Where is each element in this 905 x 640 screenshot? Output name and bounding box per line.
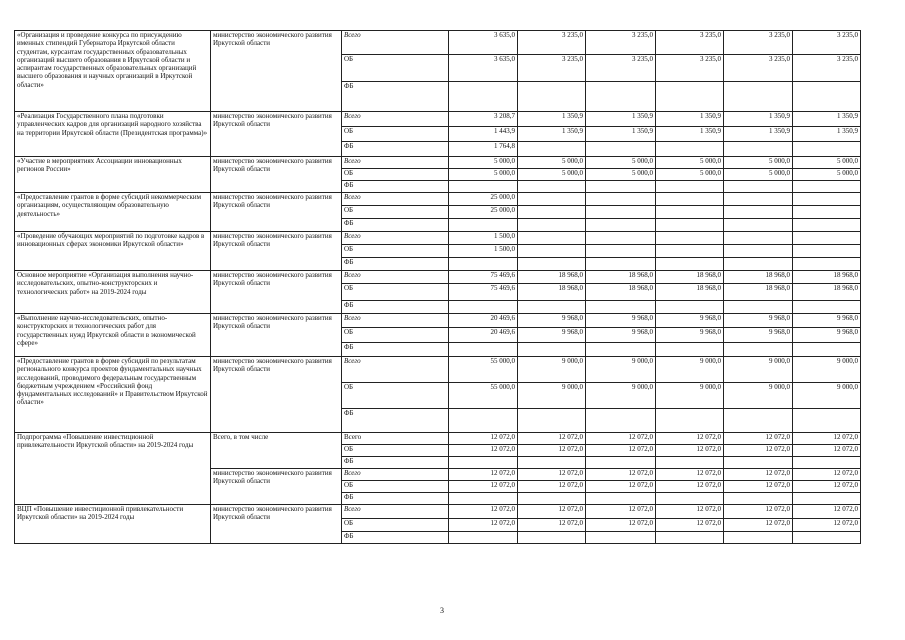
value-cell bbox=[793, 82, 861, 112]
executor: министерство экономического развития Иркутской области bbox=[211, 357, 342, 433]
value-cell bbox=[586, 301, 656, 314]
table-row bbox=[15, 505, 861, 519]
value-cell bbox=[656, 245, 724, 258]
value-cell bbox=[724, 82, 793, 112]
value-cell: 9 968,0 bbox=[656, 328, 724, 343]
value-cell bbox=[656, 457, 724, 469]
value-cell: 9 000,0 bbox=[656, 357, 724, 383]
executor: министерство экономического развития Иркутской области bbox=[211, 112, 342, 157]
value-cell: 9 968,0 bbox=[656, 314, 724, 328]
value-cell: 9 000,0 bbox=[656, 383, 724, 409]
value-cell: 12 072,0 bbox=[793, 519, 861, 532]
source-label: ОБ bbox=[342, 519, 449, 532]
value-cell: 9 968,0 bbox=[586, 328, 656, 343]
value-cell: 12 072,0 bbox=[586, 519, 656, 532]
value-cell: 12 072,0 bbox=[793, 445, 861, 457]
value-cell bbox=[518, 409, 586, 433]
source-label: Всего bbox=[342, 357, 449, 383]
value-cell: 9 968,0 bbox=[724, 328, 793, 343]
source-label: Всего bbox=[342, 232, 449, 245]
table-row bbox=[15, 31, 861, 55]
value-cell: 5 000,0 bbox=[793, 157, 861, 169]
source-label: ФБ bbox=[342, 142, 449, 157]
value-cell bbox=[518, 532, 586, 544]
table-row bbox=[15, 157, 861, 169]
value-cell bbox=[656, 142, 724, 157]
value-cell bbox=[586, 245, 656, 258]
value-cell bbox=[449, 532, 518, 544]
value-cell bbox=[586, 206, 656, 219]
value-cell bbox=[724, 232, 793, 245]
value-cell: 55 000,0 bbox=[449, 383, 518, 409]
value-cell: 18 968,0 bbox=[793, 284, 861, 301]
value-cell: 9 968,0 bbox=[793, 314, 861, 328]
value-cell bbox=[656, 232, 724, 245]
value-cell: 12 072,0 bbox=[656, 505, 724, 519]
value-cell: 18 968,0 bbox=[793, 271, 861, 284]
value-cell: 12 072,0 bbox=[586, 481, 656, 493]
source-label: ОБ bbox=[342, 127, 449, 142]
value-cell bbox=[793, 301, 861, 314]
value-cell bbox=[656, 181, 724, 193]
value-cell bbox=[656, 493, 724, 505]
value-cell bbox=[586, 232, 656, 245]
value-cell: 12 072,0 bbox=[449, 469, 518, 481]
executor: министерство экономического развития Иркутской области bbox=[211, 505, 342, 544]
value-cell bbox=[793, 232, 861, 245]
value-cell: 9 968,0 bbox=[724, 314, 793, 328]
source-label: ФБ bbox=[342, 301, 449, 314]
value-cell bbox=[449, 181, 518, 193]
value-cell bbox=[793, 219, 861, 232]
value-cell: 1 350,9 bbox=[793, 112, 861, 127]
value-cell: 12 072,0 bbox=[449, 519, 518, 532]
value-cell: 3 235,0 bbox=[586, 55, 656, 82]
value-cell bbox=[518, 82, 586, 112]
value-cell bbox=[586, 493, 656, 505]
value-cell: 75 469,6 bbox=[449, 284, 518, 301]
value-cell bbox=[518, 142, 586, 157]
source-label: ФБ bbox=[342, 493, 449, 505]
source-label: ОБ bbox=[342, 284, 449, 301]
value-cell: 18 968,0 bbox=[586, 284, 656, 301]
value-cell: 3 208,7 bbox=[449, 112, 518, 127]
value-cell: 5 000,0 bbox=[449, 157, 518, 169]
value-cell bbox=[449, 219, 518, 232]
value-cell: 12 072,0 bbox=[518, 519, 586, 532]
value-cell: 12 072,0 bbox=[724, 469, 793, 481]
value-cell bbox=[793, 409, 861, 433]
value-cell bbox=[449, 82, 518, 112]
value-cell: 9 968,0 bbox=[518, 328, 586, 343]
value-cell bbox=[586, 409, 656, 433]
source-label: Всего bbox=[342, 112, 449, 127]
value-cell: 12 072,0 bbox=[656, 445, 724, 457]
value-cell: 3 235,0 bbox=[586, 31, 656, 55]
value-cell bbox=[586, 258, 656, 271]
value-cell bbox=[793, 142, 861, 157]
value-cell: 1 500,0 bbox=[449, 245, 518, 258]
value-cell bbox=[724, 301, 793, 314]
value-cell bbox=[449, 457, 518, 469]
value-cell: 12 072,0 bbox=[724, 519, 793, 532]
value-cell: 18 968,0 bbox=[724, 271, 793, 284]
value-cell: 18 968,0 bbox=[656, 271, 724, 284]
source-label: ОБ bbox=[342, 383, 449, 409]
value-cell: 9 000,0 bbox=[586, 383, 656, 409]
value-cell: 12 072,0 bbox=[586, 505, 656, 519]
value-cell: 18 968,0 bbox=[518, 271, 586, 284]
value-cell: 5 000,0 bbox=[586, 157, 656, 169]
value-cell: 9 000,0 bbox=[724, 357, 793, 383]
source-label: ФБ bbox=[342, 82, 449, 112]
program-name: «Предоставление грантов в форме субсидий по результатам регионального конкурса проектов фундаментальных научных исследований, проводимого федеральным государственным бюджетным учреждением «Российский фонд фундаментальных исследований» и Правительством Иркутской области» bbox=[15, 357, 211, 433]
value-cell bbox=[656, 409, 724, 433]
value-cell bbox=[793, 258, 861, 271]
value-cell: 12 072,0 bbox=[793, 481, 861, 493]
value-cell: 1 500,0 bbox=[449, 232, 518, 245]
value-cell: 3 235,0 bbox=[518, 31, 586, 55]
value-cell bbox=[518, 206, 586, 219]
value-cell bbox=[586, 181, 656, 193]
value-cell bbox=[656, 82, 724, 112]
value-cell: 9 968,0 bbox=[793, 328, 861, 343]
page-number: 3 bbox=[440, 606, 444, 615]
value-cell bbox=[793, 206, 861, 219]
value-cell bbox=[793, 532, 861, 544]
value-cell: 12 072,0 bbox=[793, 469, 861, 481]
value-cell: 5 000,0 bbox=[518, 157, 586, 169]
program-name: Основное мероприятие «Организация выполнения научно-исследовательских, опытно-конструкторских и технологических работ» на 2019-2024 годы bbox=[15, 271, 211, 314]
source-label: ОБ bbox=[342, 445, 449, 457]
value-cell bbox=[586, 219, 656, 232]
value-cell: 12 072,0 bbox=[793, 433, 861, 445]
value-cell: 12 072,0 bbox=[793, 505, 861, 519]
value-cell: 55 000,0 bbox=[449, 357, 518, 383]
table-row bbox=[15, 232, 861, 245]
value-cell bbox=[518, 301, 586, 314]
value-cell: 12 072,0 bbox=[586, 445, 656, 457]
source-label: Всего bbox=[342, 314, 449, 328]
value-cell bbox=[449, 493, 518, 505]
executor: министерство экономического развития Иркутской области bbox=[211, 232, 342, 271]
source-label: ФБ bbox=[342, 532, 449, 544]
executor: министерство экономического развития Иркутской области bbox=[211, 31, 342, 112]
value-cell: 3 235,0 bbox=[793, 55, 861, 82]
value-cell bbox=[586, 457, 656, 469]
executor: министерство экономического развития Иркутской области bbox=[211, 157, 342, 193]
value-cell: 9 000,0 bbox=[724, 383, 793, 409]
value-cell: 18 968,0 bbox=[724, 284, 793, 301]
value-cell bbox=[793, 457, 861, 469]
value-cell bbox=[793, 193, 861, 206]
value-cell: 12 072,0 bbox=[518, 469, 586, 481]
source-label: Всего bbox=[342, 505, 449, 519]
source-label: ФБ bbox=[342, 343, 449, 357]
source-label: ОБ bbox=[342, 245, 449, 258]
value-cell: 5 000,0 bbox=[793, 169, 861, 181]
program-name: Подпрограмма «Повышение инвестиционной привлекательности Иркутской области» на 2019-2024 годы bbox=[15, 433, 211, 505]
value-cell bbox=[449, 343, 518, 357]
value-cell: 25 000,0 bbox=[449, 193, 518, 206]
table-row bbox=[15, 433, 861, 445]
value-cell bbox=[656, 258, 724, 271]
value-cell: 1 350,9 bbox=[793, 127, 861, 142]
value-cell: 9 000,0 bbox=[518, 357, 586, 383]
value-cell bbox=[449, 301, 518, 314]
value-cell: 5 000,0 bbox=[656, 157, 724, 169]
value-cell: 12 072,0 bbox=[518, 445, 586, 457]
program-name: «Участие в мероприятиях Ассоциации инновационных регионов России» bbox=[15, 157, 211, 193]
value-cell bbox=[586, 82, 656, 112]
value-cell: 12 072,0 bbox=[656, 519, 724, 532]
value-cell bbox=[518, 258, 586, 271]
value-cell: 12 072,0 bbox=[724, 505, 793, 519]
value-cell bbox=[586, 193, 656, 206]
source-label: ОБ bbox=[342, 55, 449, 82]
value-cell: 12 072,0 bbox=[724, 433, 793, 445]
value-cell bbox=[518, 457, 586, 469]
source-label: ОБ bbox=[342, 206, 449, 219]
value-cell bbox=[724, 457, 793, 469]
value-cell: 12 072,0 bbox=[724, 445, 793, 457]
value-cell bbox=[724, 219, 793, 232]
source-label: Всего bbox=[342, 433, 449, 445]
source-label: ОБ bbox=[342, 328, 449, 343]
value-cell: 18 968,0 bbox=[586, 271, 656, 284]
source-label: ОБ bbox=[342, 481, 449, 493]
value-cell bbox=[586, 343, 656, 357]
value-cell: 3 235,0 bbox=[793, 31, 861, 55]
value-cell: 3 235,0 bbox=[518, 55, 586, 82]
value-cell: 1 764,8 bbox=[449, 142, 518, 157]
value-cell bbox=[656, 206, 724, 219]
value-cell: 9 000,0 bbox=[518, 383, 586, 409]
source-label: ФБ bbox=[342, 181, 449, 193]
source-label: ФБ bbox=[342, 219, 449, 232]
value-cell: 1 350,9 bbox=[656, 127, 724, 142]
source-label: ФБ bbox=[342, 258, 449, 271]
value-cell bbox=[724, 181, 793, 193]
value-cell: 20 469,6 bbox=[449, 328, 518, 343]
value-cell: 1 350,9 bbox=[586, 127, 656, 142]
table-row bbox=[15, 314, 861, 328]
value-cell: 3 235,0 bbox=[656, 55, 724, 82]
executor: Всего, в том числе bbox=[211, 433, 342, 469]
value-cell bbox=[656, 532, 724, 544]
value-cell: 12 072,0 bbox=[449, 433, 518, 445]
table-row bbox=[15, 112, 861, 127]
source-label: Всего bbox=[342, 193, 449, 206]
source-label: Всего bbox=[342, 31, 449, 55]
value-cell: 25 000,0 bbox=[449, 206, 518, 219]
value-cell bbox=[724, 206, 793, 219]
table-row bbox=[15, 193, 861, 206]
program-name: «Реализация Государственного плана подготовки управленческих кадров для организаций народного хозяйства на территории Иркутской области (Президентская программа)» bbox=[15, 112, 211, 157]
value-cell: 20 469,6 bbox=[449, 314, 518, 328]
program-name: «Проведение обучающих мероприятий по подготовке кадров в инновационных сферах экономики Иркутской области» bbox=[15, 232, 211, 271]
executor: министерство экономического развития Иркутской области bbox=[211, 314, 342, 357]
program-name: «Предоставление грантов в форме субсидий некоммерческим организациям, осуществляющим образовательную деятельность» bbox=[15, 193, 211, 232]
value-cell bbox=[656, 219, 724, 232]
value-cell bbox=[518, 232, 586, 245]
value-cell bbox=[586, 532, 656, 544]
executor: министерство экономического развития Иркутской области bbox=[211, 271, 342, 314]
value-cell bbox=[724, 409, 793, 433]
program-name: «Выполнение научно-исследовательских, опытно-конструкторских и технологических работ для государственных нужд Иркутской области в экономической сфере» bbox=[15, 314, 211, 357]
source-label: ФБ bbox=[342, 457, 449, 469]
value-cell: 5 000,0 bbox=[586, 169, 656, 181]
value-cell: 5 000,0 bbox=[449, 169, 518, 181]
value-cell bbox=[724, 245, 793, 258]
program-name: «Организация и проведение конкурса по присуждению именных стипендий Губернатора Иркутской области студентам, курсантам государственных образовательных организаций высшего образования в Иркутской области и аспирантам государственных образовательных организаций высшего образования и научных организаций в Иркутской области» bbox=[15, 31, 211, 112]
value-cell: 1 350,9 bbox=[656, 112, 724, 127]
value-cell bbox=[518, 219, 586, 232]
value-cell: 12 072,0 bbox=[656, 469, 724, 481]
value-cell bbox=[724, 343, 793, 357]
value-cell: 9 000,0 bbox=[586, 357, 656, 383]
value-cell: 9 968,0 bbox=[586, 314, 656, 328]
value-cell bbox=[449, 409, 518, 433]
value-cell: 12 072,0 bbox=[518, 481, 586, 493]
value-cell: 3 635,0 bbox=[449, 31, 518, 55]
value-cell bbox=[518, 181, 586, 193]
value-cell bbox=[518, 343, 586, 357]
value-cell: 12 072,0 bbox=[656, 433, 724, 445]
value-cell: 3 235,0 bbox=[724, 55, 793, 82]
value-cell bbox=[656, 301, 724, 314]
value-cell bbox=[518, 193, 586, 206]
value-cell: 12 072,0 bbox=[449, 481, 518, 493]
value-cell: 5 000,0 bbox=[656, 169, 724, 181]
value-cell bbox=[793, 343, 861, 357]
value-cell bbox=[793, 493, 861, 505]
value-cell bbox=[656, 343, 724, 357]
table-row bbox=[15, 357, 861, 383]
value-cell bbox=[724, 193, 793, 206]
value-cell: 75 469,6 bbox=[449, 271, 518, 284]
value-cell: 5 000,0 bbox=[724, 169, 793, 181]
value-cell bbox=[656, 193, 724, 206]
value-cell bbox=[724, 532, 793, 544]
value-cell: 1 443,9 bbox=[449, 127, 518, 142]
value-cell: 1 350,9 bbox=[724, 127, 793, 142]
value-cell: 3 235,0 bbox=[724, 31, 793, 55]
value-cell: 12 072,0 bbox=[518, 505, 586, 519]
value-cell: 9 968,0 bbox=[518, 314, 586, 328]
value-cell: 5 000,0 bbox=[724, 157, 793, 169]
value-cell: 12 072,0 bbox=[656, 481, 724, 493]
value-cell bbox=[518, 245, 586, 258]
value-cell: 9 000,0 bbox=[793, 357, 861, 383]
value-cell bbox=[518, 493, 586, 505]
value-cell: 12 072,0 bbox=[586, 469, 656, 481]
value-cell: 5 000,0 bbox=[518, 169, 586, 181]
value-cell: 1 350,9 bbox=[586, 112, 656, 127]
value-cell: 12 072,0 bbox=[449, 445, 518, 457]
value-cell bbox=[586, 142, 656, 157]
value-cell: 9 000,0 bbox=[793, 383, 861, 409]
value-cell bbox=[724, 258, 793, 271]
value-cell: 1 350,9 bbox=[724, 112, 793, 127]
value-cell: 18 968,0 bbox=[518, 284, 586, 301]
program-name: ВЦП «Повышение инвестиционной привлекательности Иркутской области» на 2019-2024 годы bbox=[15, 505, 211, 544]
value-cell bbox=[793, 245, 861, 258]
value-cell: 12 072,0 bbox=[724, 481, 793, 493]
table-row bbox=[15, 271, 861, 284]
value-cell: 18 968,0 bbox=[656, 284, 724, 301]
value-cell bbox=[449, 258, 518, 271]
value-cell bbox=[724, 493, 793, 505]
value-cell bbox=[724, 142, 793, 157]
value-cell bbox=[793, 181, 861, 193]
value-cell: 1 350,9 bbox=[518, 127, 586, 142]
executor: министерство экономического развития Иркутской области bbox=[211, 469, 342, 505]
value-cell: 1 350,9 bbox=[518, 112, 586, 127]
source-label: ОБ bbox=[342, 169, 449, 181]
value-cell: 3 235,0 bbox=[656, 31, 724, 55]
source-label: ФБ bbox=[342, 409, 449, 433]
source-label: Всего bbox=[342, 157, 449, 169]
source-label: Всего bbox=[342, 469, 449, 481]
value-cell: 12 072,0 bbox=[586, 433, 656, 445]
source-label: Всего bbox=[342, 271, 449, 284]
executor: министерство экономического развития Иркутской области bbox=[211, 193, 342, 232]
value-cell: 12 072,0 bbox=[518, 433, 586, 445]
budget-table bbox=[14, 30, 861, 544]
value-cell: 3 635,0 bbox=[449, 55, 518, 82]
value-cell: 12 072,0 bbox=[449, 505, 518, 519]
